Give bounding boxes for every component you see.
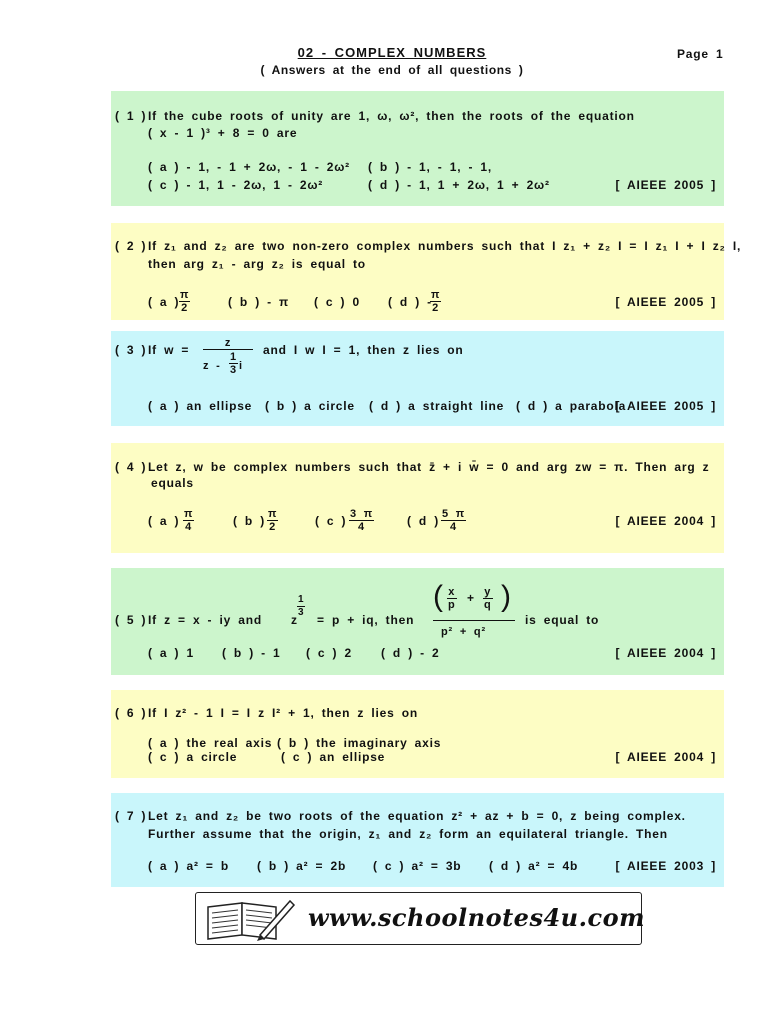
question-text: If z₁ and z₂ are two non-zero complex numbers such that I z₁ + z₂ I = I z₁ I + I z₂ I, — [148, 239, 742, 253]
option-a: ( a ) — [148, 514, 180, 528]
z-base: z — [291, 613, 298, 627]
question-text: Let z, w be complex numbers such that z̄ + i w̄ = 0 and arg zw = π. Then arg z — [148, 460, 710, 474]
w-fraction: z z - $\frac{1}{3}$ i — [203, 337, 253, 379]
exponent-one-third: $\frac{1}{3}$ — [298, 594, 305, 618]
exam-source: [ AIEEE 2005 ] — [615, 295, 716, 309]
option-b: ( b ) — [233, 514, 265, 528]
option-d: ( d ) a parabola — [516, 399, 627, 413]
question-text: Further assume that the origin, z₁ and z₂ form an equilateral triangle. Then — [148, 827, 668, 841]
question-text: If z = x - iy and — [148, 613, 262, 627]
option-c: ( c ) — [315, 514, 347, 528]
question-number: ( 5 ) — [115, 613, 147, 627]
option-b: ( b ) - π — [228, 295, 290, 309]
question-text: equals — [151, 476, 194, 490]
question-number: ( 4 ) — [115, 460, 147, 474]
question-5 — [111, 568, 724, 675]
option-a: ( a ) a² = b — [148, 859, 229, 873]
option-d: ( d ) — [407, 514, 439, 528]
question-text: and I w I = 1, then z lies on — [263, 343, 464, 357]
option-c: ( c ) a² = 3b — [373, 859, 462, 873]
option-d: ( d ) - 1, 1 + 2ω, 1 + 2ω² — [368, 178, 550, 192]
question-text: then arg z₁ - arg z₂ is equal to — [148, 257, 366, 271]
question-text: If the cube roots of unity are 1, ω, ω², then the roots of the equation — [148, 109, 635, 123]
site-logo-banner — [195, 892, 645, 945]
question-7 — [111, 793, 724, 887]
option-a: ( a ) 1 — [148, 646, 194, 660]
fraction-3pi-over-4: $\frac{3 \pi}{4}$ — [350, 508, 373, 533]
question-3 — [111, 331, 724, 426]
exam-source: [ AIEEE 2005 ] — [615, 178, 716, 192]
option-d: ( d ) a² = 4b — [489, 859, 579, 873]
site-url: www.schoolnotes4u.com — [308, 903, 645, 932]
exam-source: [ AIEEE 2004 ] — [615, 646, 716, 660]
question-text: If w = — [148, 343, 190, 357]
page-title: 02 - COMPLEX NUMBERS — [297, 45, 487, 60]
question-text: Let z₁ and z₂ be two roots of the equation z² + az + b = 0, z being complex. — [148, 809, 686, 823]
option-d: ( d ) - — [388, 295, 432, 309]
exam-source: [ AIEEE 2005 ] — [615, 399, 716, 413]
option-c: ( c ) - 1, 1 - 2ω, 1 - 2ω² — [148, 178, 324, 192]
fraction-pi-over-2: $\frac{\pi}{2}$ — [431, 289, 441, 314]
option-b: ( b ) a² = 2b — [257, 859, 347, 873]
question-2 — [111, 223, 742, 320]
option-a: ( a ) an ellipse — [148, 399, 253, 413]
fraction-pi-over-4: $\frac{\pi}{4}$ — [184, 508, 194, 533]
question-text: If I z² - 1 I = I z I² + 1, then z lies on — [148, 706, 418, 720]
option-d: ( c ) an ellipse — [281, 750, 386, 764]
question-number: ( 3 ) — [115, 343, 147, 357]
fraction-pi-over-2: $\frac{\pi}{2}$ — [268, 508, 278, 533]
question-number: ( 1 ) — [115, 109, 147, 123]
option-c: ( c ) 2 — [306, 646, 352, 660]
option-b: ( b ) the imaginary axis — [277, 736, 442, 750]
option-c: ( c ) a circle — [148, 750, 238, 764]
option-a: ( a ) - 1, - 1 + 2ω, - 1 - 2ω² — [148, 160, 350, 174]
option-b: ( b ) a circle — [265, 399, 355, 413]
question-number: ( 6 ) — [115, 706, 147, 720]
option-a: ( a ) — [148, 295, 180, 309]
question-text: ( x - 1 )³ + 8 = 0 are — [148, 126, 298, 140]
page-number: Page 1 — [677, 47, 724, 61]
exam-source: [ AIEEE 2003 ] — [615, 859, 716, 873]
question-number: ( 7 ) — [115, 809, 147, 823]
question-4 — [111, 443, 724, 553]
book-pencil-icon — [202, 897, 298, 944]
question-6 — [111, 690, 724, 778]
option-c: ( c ) 0 — [314, 295, 360, 309]
question-text: is equal to — [525, 613, 600, 627]
option-b: ( b ) - 1 — [222, 646, 281, 660]
question-text: = p + iq, then — [317, 613, 415, 627]
option-c: ( d ) a straight line — [369, 399, 505, 413]
question-number: ( 2 ) — [115, 239, 147, 253]
option-a: ( a ) the real axis — [148, 736, 273, 750]
fraction-5pi-over-4: $\frac{5 \pi}{4}$ — [442, 508, 465, 533]
exam-source: [ AIEEE 2004 ] — [615, 750, 716, 764]
option-b: ( b ) - 1, - 1, - 1, — [368, 160, 493, 174]
option-d: ( d ) - 2 — [381, 646, 440, 660]
page-subtitle: ( Answers at the end of all questions ) — [260, 63, 524, 77]
fraction-pi-over-2: $\frac{\pi}{2}$ — [180, 289, 190, 314]
exam-source: [ AIEEE 2004 ] — [615, 514, 716, 528]
question-1 — [111, 91, 724, 206]
big-fraction: ( $\frac{x}{p}$ + $\frac{y}{q}$ ) p² + q² — [433, 582, 515, 642]
